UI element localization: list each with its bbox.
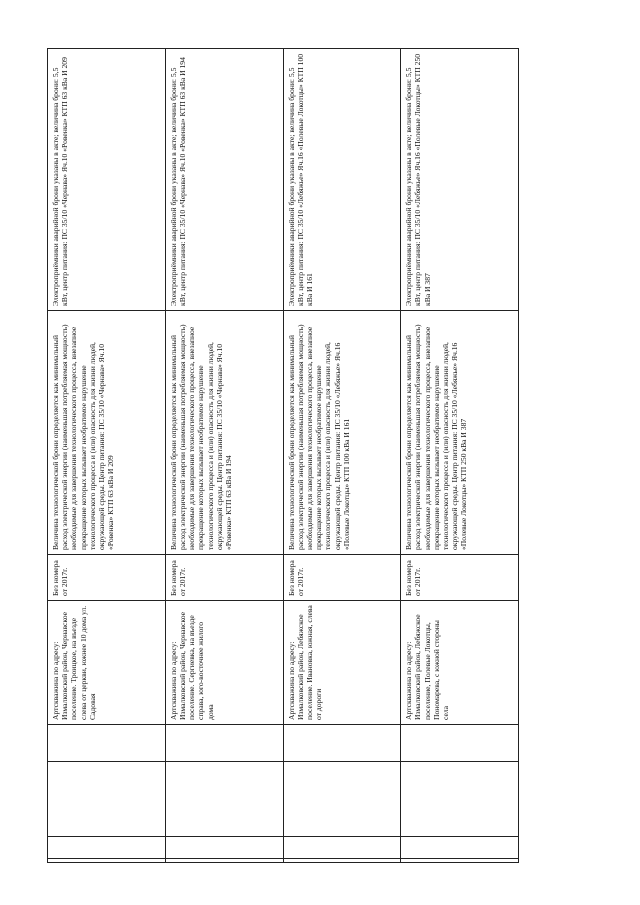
blank-cell (165, 725, 283, 863)
table-row (401, 49, 519, 863)
blank-cell (48, 725, 166, 863)
description-cell: Величина технологической брони определяется как минимальный расход электрической энергии (наименьшая потребляемая мощность) необходимые для завершения технологического процесса, внезапное прекращение которых вызывает необратимое нарушение технологического процесса и (или) опасность для жизни людей, окружающей среды. Центр питания: ПС 35/10 «Лебяжье» Яч.16 «Полевые Локотцы» КТП 100 кВа И 161 (283, 311, 401, 555)
number-cell: Без номера от 2017г. (48, 555, 166, 601)
table-row (283, 49, 401, 863)
blank-cell (401, 725, 519, 863)
blank-cell (283, 725, 401, 863)
number-cell: Без номера от 2017г. (165, 555, 283, 601)
description-cell: Величина технологической брони определяется как минимальный расход электрической энергии (наименьшая потребляемая мощность) необходимые для завершения технологического процесса, внезапное прекращение которых вызывает необратимое нарушение технологического процесса и (или) опасность для жизни людей, окружающей среды. Центр питания: ПС 35/10 «Чернава» Яч.10 «Ровенка» КТП 63 кВа И 209 (48, 311, 166, 555)
address-cell: Артскважина по адресу: Измалковский район, Лебяжское поселение. Ивановка, южная, слева от дороги (283, 601, 401, 725)
address-cell: Артскважина по адресу: Измалковский район, Чернавское поселение. Троицкое, на въезде слева от церкви, южнее 10 дома ул. Садовая (48, 601, 166, 725)
table-row (48, 49, 166, 863)
act-cell: Электроприёмники аварийной брони указаны в акте; величина брони: 5,5 кВт, центр питания: ПС 35/10 «Чернава» Яч.10 «Ровенка» КТП 63 кВа И 209 (48, 49, 166, 311)
address-cell: Артскважина по адресу: Измалковский район, Чернавское поселение. Сергиевка, на въезде справа, юго-восточнее жилого дома (165, 601, 283, 725)
description-cell: Величина технологической брони определяется как минимальный расход электрической энергии (наименьшая потребляемая мощность) необходимые для завершения технологического процесса, внезапное прекращение которых вызывает необратимое нарушение технологического процесса и (или) опасность для жизни людей, окружающей среды. Центр питания: ПС 35/10 «Лебяжье» Яч.16 «Полевые Локотцы» КТП 250 кВа И 387 (401, 311, 519, 555)
act-cell: Электроприёмники аварийной брони указаны в акте; величина брони: 5,5 кВт, центр питания: ПС 35/10 «Чернава» Яч.10 «Ровенка» КТП 63 кВа И 194 (165, 49, 283, 311)
act-cell: Электроприёмники аварийной брони указаны в акте; величина брони: 5,5 кВт, центр питания: ПС 35/10 «Лебяжье» Яч.16 «Полевые Локотцы» КТП 250 кВа И 387 (401, 49, 519, 311)
act-cell: Электроприёмники аварийной брони указаны в акте; величина брони: 5,5 кВт, центр питания: ПС 35/10 «Лебяжье» Яч.16 «Полевые Локотцы» КТП 100 кВа И 161 (283, 49, 401, 311)
description-cell: Величина технологической брони определяется как минимальный расход электрической энергии (наименьшая потребляемая мощность) необходимые для завершения технологического процесса, внезапное прекращение которых вызывает необратимое нарушение технологического процесса и (или) опасность для жизни людей, окружающей среды. Центр питания: ПС 35/10 «Чернава» Яч.10 «Ровенка» КТП 63 кВа И 194 (165, 311, 283, 555)
rotated-table-wrapper (47, 49, 518, 863)
table-row (165, 49, 283, 863)
reservation-table (47, 48, 519, 863)
number-cell: Без номера от 2017г. (401, 555, 519, 601)
address-cell: Артскважина по адресу: Измалковский район, Лебяжское поселение, Полевые Локотцы, Пономарева, с южной стороны села (401, 601, 519, 725)
number-cell: Без номера от 2017г. (283, 555, 401, 601)
